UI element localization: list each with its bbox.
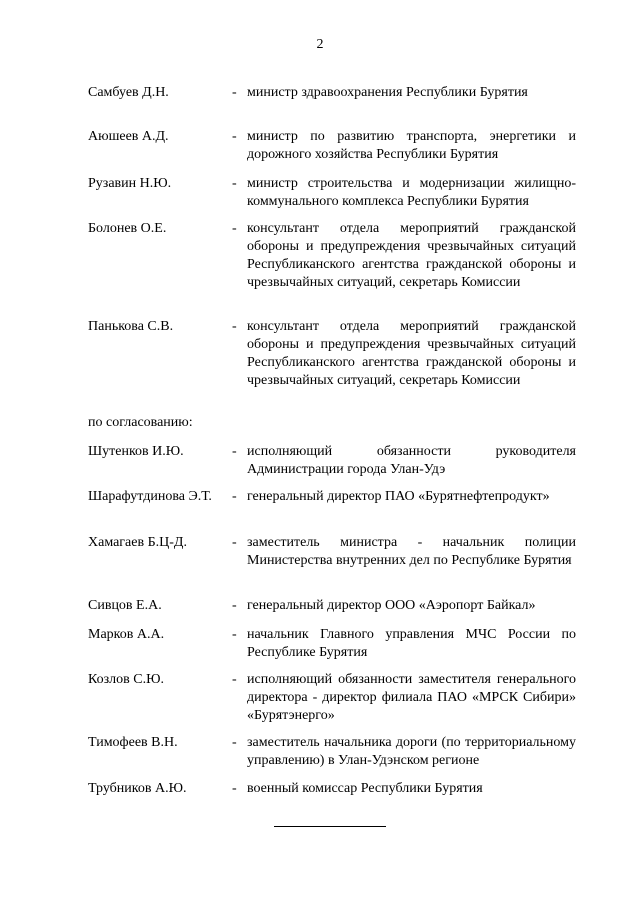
member-position: министр строительства и модернизации жилищно-коммунального комплекса Республики Бурятия [247, 176, 576, 209]
member-position: консультант отдела мероприятий гражданской обороны и предупреждения чрезвычайных ситуаций Республиканского агентства гражданской обороны и чрезвычайных ситуаций, секретарь Комиссии [247, 221, 576, 290]
member-dash: - [232, 672, 237, 687]
member-name: Шутенков И.Ю. [88, 444, 184, 459]
section-label: по согласованию: [88, 415, 193, 430]
member-name: Тимофеев В.Н. [88, 735, 178, 750]
member-dash: - [232, 221, 237, 236]
member-dash: - [232, 781, 237, 796]
member-name: Марков А.А. [88, 627, 165, 642]
member-position: министр по развитию транспорта, энергетики и дорожного хозяйства Республики Бурятия [247, 129, 576, 162]
member-dash: - [232, 735, 237, 750]
member-dash: - [232, 627, 237, 642]
member-position: исполняющий обязанности руководителя Администрации города Улан-Удэ [247, 444, 576, 477]
member-position: заместитель начальника дороги (по территориальному управлению) в Улан-Удэнском регионе [247, 735, 576, 768]
member-position: начальник Главного управления МЧС России по Республике Бурятия [247, 627, 576, 660]
member-dash: - [232, 444, 237, 459]
member-name: Рузавин Н.Ю. [88, 176, 172, 191]
member-position: исполняющий обязанности заместителя генерального директора - директор филиала ПАО «МРСК Сибири» «Бурятэнерго» [247, 672, 576, 723]
member-name: Хамагаев Б.Ц-Д. [88, 535, 187, 550]
member-dash: - [232, 176, 237, 191]
member-name: Панькова С.В. [88, 319, 174, 334]
member-position: консультант отдела мероприятий гражданской обороны и предупреждения чрезвычайных ситуаций Республиканского агентства гражданской обороны и чрезвычайных ситуаций, секретарь Комиссии [247, 319, 576, 388]
member-name: Сивцов Е.А. [88, 598, 162, 613]
member-dash: - [232, 598, 237, 613]
member-dash: - [232, 129, 237, 144]
member-position: военный комиссар Республики Бурятия [247, 781, 483, 796]
member-position: генеральный директор ООО «Аэропорт Байкал» [247, 598, 536, 613]
member-name: Шарафутдинова Э.Т. [88, 489, 212, 504]
member-position: министр здравоохранения Республики Бурятия [247, 85, 528, 100]
member-dash: - [232, 85, 237, 100]
member-name: Аюшеев А.Д. [88, 129, 169, 144]
end-of-list-rule [274, 826, 386, 827]
member-name: Самбуев Д.Н. [88, 85, 169, 100]
member-dash: - [232, 535, 237, 550]
page-number: 2 [316, 37, 324, 52]
member-dash: - [232, 489, 237, 504]
member-position: генеральный директор ПАО «Бурятнефтепродукт» [247, 489, 550, 504]
member-name: Трубников А.Ю. [88, 781, 187, 796]
member-position: заместитель министра - начальник полиции Министерства внутренних дел по Республике Бурятия [247, 535, 576, 568]
member-dash: - [232, 319, 237, 334]
member-name: Козлов С.Ю. [88, 672, 164, 687]
member-name: Болонев О.Е. [88, 221, 167, 236]
